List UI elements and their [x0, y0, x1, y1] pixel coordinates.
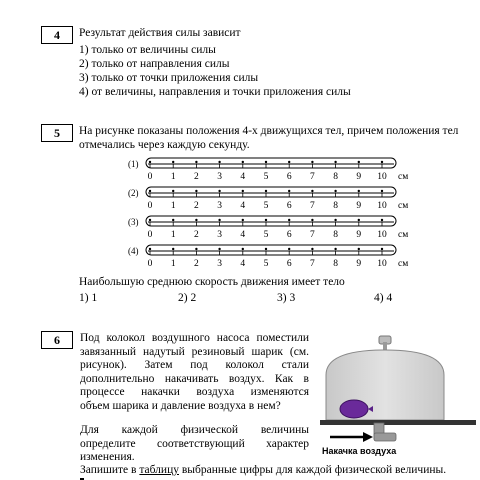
position-dot: [149, 190, 151, 192]
position-dot: [381, 219, 383, 221]
base-plate: [320, 420, 476, 425]
position-dot: [311, 248, 313, 250]
tick-label: 6: [286, 201, 292, 211]
tick-label: 7: [310, 172, 315, 182]
position-dot: [195, 161, 197, 163]
q6-line: изменения.: [80, 451, 135, 463]
q6-line: Под колокол воздушного насоса поместили: [80, 332, 309, 344]
q6-line: Для каждой физической величины: [80, 424, 309, 436]
q6-line: процессе накачки воздуха изменяются: [80, 386, 309, 398]
tick-label: 2: [194, 259, 199, 269]
position-dot: [381, 190, 383, 192]
unit-label: см: [398, 259, 409, 269]
balloon-icon: [340, 400, 368, 418]
tick-label: 0: [147, 201, 153, 211]
position-dot: [358, 161, 360, 163]
question-6-number: 6: [41, 331, 73, 349]
instruction-text-end: выбранные цифры для каждой физической величины.: [178, 464, 447, 476]
position-dot: [288, 219, 290, 221]
tick-label: 5: [263, 230, 269, 240]
tick-label: 2: [194, 230, 199, 240]
tick-label: 7: [310, 259, 315, 269]
position-dot: [334, 219, 336, 221]
position-dot: [218, 219, 220, 221]
tick-label: 0: [147, 172, 153, 182]
position-dot: [149, 161, 151, 163]
question-4-option-1: 1) только от величины силы: [79, 44, 216, 56]
position-dot: [242, 219, 244, 221]
position-dot: [265, 219, 267, 221]
position-dot: [242, 161, 244, 163]
tick-label: 6: [286, 259, 292, 269]
tick-label: 1: [170, 172, 176, 182]
position-dot: [311, 190, 313, 192]
position-dot: [334, 161, 336, 163]
q6-line: завязанный надутый резиновый шарик (см.: [80, 345, 309, 358]
position-dot: [265, 161, 267, 163]
tick-label: 8: [333, 172, 338, 182]
position-dot: [334, 248, 336, 250]
tick-label: 4: [240, 230, 246, 240]
unit-label: см: [398, 172, 409, 182]
position-dot: [358, 219, 360, 221]
bell-jar-figure: [318, 330, 478, 460]
tick-label: 10: [377, 201, 387, 211]
question-4-text: Результат действия силы зависит: [79, 27, 241, 39]
position-dot: [195, 190, 197, 192]
question-6-paragraph-1: [80, 332, 309, 413]
position-dot: [172, 219, 174, 221]
tick-label: 9: [356, 230, 362, 240]
question-5-question: Наибольшую среднюю скорость движения имеет тело: [79, 276, 345, 288]
position-dot: [311, 219, 313, 221]
pump-pipe-elbow: [374, 433, 396, 441]
tick-label: 4: [240, 259, 246, 269]
position-dot: [265, 190, 267, 192]
tick-label: 8: [333, 259, 338, 269]
position-dot: [288, 248, 290, 250]
question-5-answer-3: 3) 3: [277, 292, 296, 304]
position-dot: [172, 190, 174, 192]
question-5-answer-4: 4) 4: [374, 292, 393, 304]
tick-label: 5: [263, 172, 269, 182]
tick-label: 3: [217, 201, 222, 211]
unit-label: см: [398, 201, 409, 211]
question-5-text-line2: отмечались через каждую секунду.: [79, 139, 250, 151]
tick-label: 8: [333, 201, 338, 211]
tick-label: 6: [286, 230, 292, 240]
tick-label: 3: [217, 259, 222, 269]
position-dot: [149, 248, 151, 250]
question-4-number: 4: [41, 26, 73, 44]
tick-label: 9: [356, 172, 362, 182]
question-4-option-4: 4) от величины, направления и точки приложения силы: [79, 86, 351, 98]
tick-label: 7: [310, 201, 315, 211]
question-5-number: 5: [41, 124, 73, 142]
question-6-paragraph-2: [80, 424, 309, 465]
position-dot: [311, 161, 313, 163]
position-dot: [195, 219, 197, 221]
tick-label: 3: [217, 172, 222, 182]
position-dot: [358, 190, 360, 192]
tick-label: 10: [377, 259, 387, 269]
table-link[interactable]: таблицу: [139, 464, 179, 476]
position-dot: [242, 248, 244, 250]
question-5-answer-2: 2) 2: [178, 292, 197, 304]
figure-caption: Накачка воздуха: [322, 446, 397, 456]
position-dot: [218, 190, 220, 192]
position-dot: [265, 248, 267, 250]
ruler-label: (1): [128, 159, 139, 169]
question-4-option-3: 3) только от точки приложения силы: [79, 72, 259, 84]
question-4-option-2: 2) только от направления силы: [79, 58, 230, 70]
position-dot: [195, 248, 197, 250]
position-dot: [149, 219, 151, 221]
tick-label: 10: [377, 230, 387, 240]
tick-label: 1: [170, 259, 176, 269]
q6-line: дополнительно накачивать воздух. Как в: [80, 372, 309, 385]
position-dot: [242, 190, 244, 192]
question-5-text-line1: На рисунке показаны положения 4-х движущихся тел, причем положения тел: [79, 125, 459, 137]
position-dot: [334, 190, 336, 192]
tick-label: 10: [377, 172, 387, 182]
position-dot: [381, 161, 383, 163]
position-dot: [381, 248, 383, 250]
position-dot: [218, 161, 220, 163]
tick-label: 0: [147, 259, 153, 269]
position-dot: [172, 161, 174, 163]
position-dot: [288, 190, 290, 192]
tick-label: 2: [194, 172, 199, 182]
tick-label: 9: [356, 201, 362, 211]
question-6-instruction: [80, 464, 446, 478]
tick-label: 3: [217, 230, 222, 240]
unit-label: см: [398, 230, 409, 240]
tick-label: 0: [147, 230, 153, 240]
q6-line: рисунок). Затем под колокол стали: [80, 359, 309, 371]
q6-line: объем шарика и давление воздуха в нем?: [80, 399, 281, 412]
tick-label: 9: [356, 259, 362, 269]
tick-label: 7: [310, 230, 315, 240]
position-dot: [288, 161, 290, 163]
jar-knob-stem: [383, 342, 387, 350]
tick-label: 5: [263, 201, 269, 211]
position-dot: [218, 248, 220, 250]
tick-label: 4: [240, 172, 246, 182]
position-dot: [172, 248, 174, 250]
tick-label: 1: [170, 230, 176, 240]
q6-line: определите соответствующий характер: [80, 437, 309, 450]
ruler-label: (4): [128, 246, 139, 256]
position-dot: [358, 248, 360, 250]
question-5-answer-1: 1) 1: [79, 292, 98, 304]
tick-label: 6: [286, 172, 292, 182]
ruler-label: (3): [128, 217, 139, 227]
tick-label: 4: [240, 201, 246, 211]
ruler-label: (2): [128, 188, 139, 198]
tick-label: 5: [263, 259, 269, 269]
airflow-arrow-head: [363, 432, 373, 442]
tick-label: 8: [333, 230, 338, 240]
tick-label: 2: [194, 201, 199, 211]
tick-label: 1: [170, 201, 176, 211]
instruction-text: Запишите в: [80, 464, 140, 476]
